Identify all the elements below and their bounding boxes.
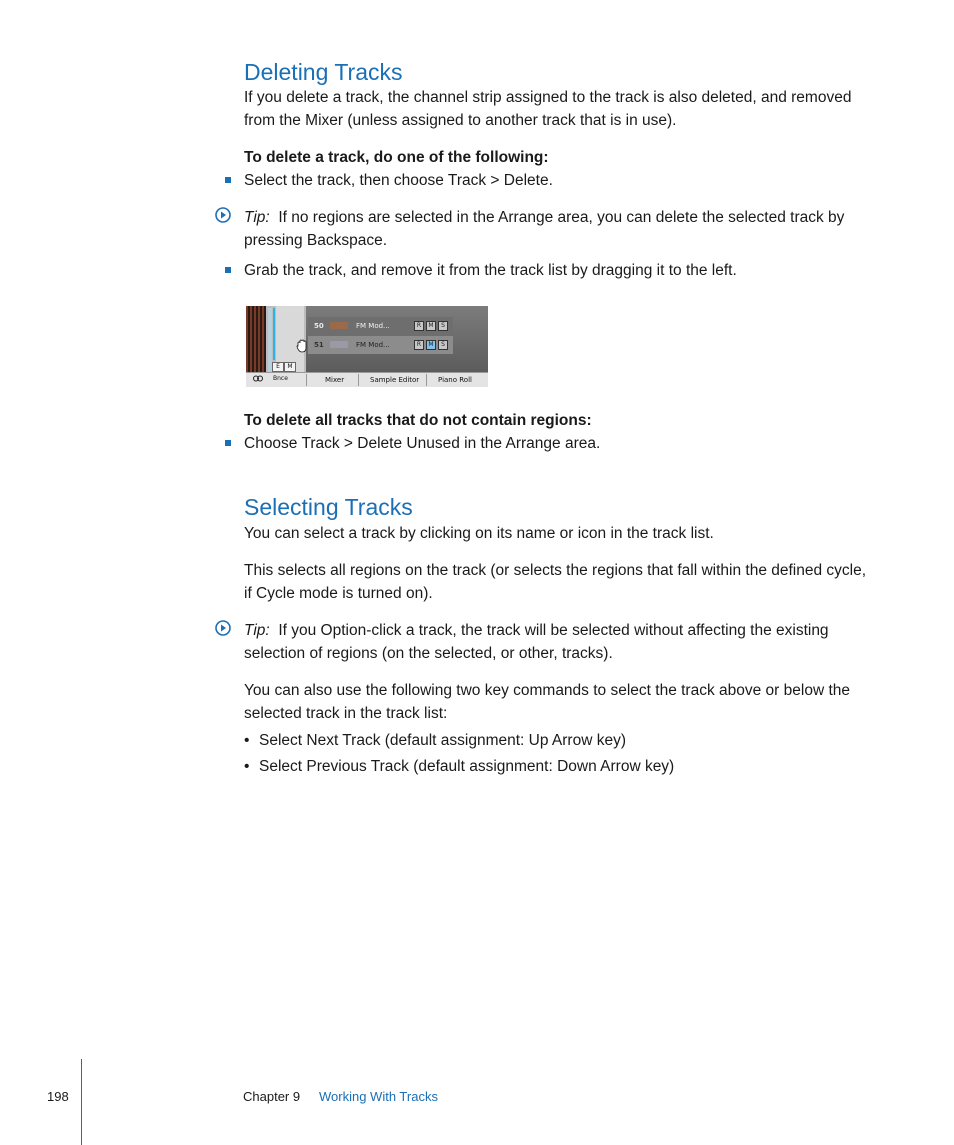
instrument-icon	[330, 322, 348, 329]
page-number: 198	[47, 1089, 69, 1104]
selecting-paragraph-2: This selects all regions on the track (or selects the regions that fall within the defined cycle, if Cycle mode is turned on).	[244, 562, 867, 602]
tip-text: If no regions are selected in the Arrange area, you can delete the selected track by pressing Backspace.	[244, 209, 845, 249]
track-row[interactable]	[308, 317, 453, 335]
tab-divider	[306, 374, 307, 386]
bullet-select-delete: Select the track, then choose Track > Delete.	[244, 172, 553, 189]
bullet-delete-unused: Choose Track > Delete Unused in the Arrange area.	[244, 435, 601, 452]
record-button[interactable]: R	[414, 321, 424, 331]
grab-hand-icon	[296, 339, 308, 353]
tip-label: Tip:	[244, 209, 270, 226]
mute-button[interactable]: M	[426, 321, 436, 331]
bullet-drag-left: Grab the track, and remove it from the track list by dragging it to the left.	[244, 262, 737, 279]
instrument-icon	[330, 341, 348, 348]
bullet-square-icon	[225, 177, 231, 183]
tab-divider	[426, 374, 427, 386]
list-item: Select Previous Track (default assignment: Down Arrow key)	[259, 758, 675, 775]
track-name: FM Mod...	[356, 341, 390, 349]
track-number: 50	[314, 322, 324, 330]
tip-arrow-icon	[215, 207, 231, 223]
link-icon	[252, 375, 264, 382]
edit-button[interactable]: E	[272, 362, 284, 372]
section-heading-selecting-tracks: Selecting Tracks	[244, 494, 413, 520]
task-heading-delete-track: To delete a track, do one of the following:	[244, 149, 549, 166]
selecting-paragraph-3: You can also use the following two key commands to select the track above or below the selected track in the track list:	[244, 682, 850, 722]
track-list-screenshot	[246, 306, 488, 387]
track-row[interactable]	[308, 336, 453, 354]
tab-divider	[358, 374, 359, 386]
bullet-square-icon	[225, 267, 231, 273]
tab-sample-editor[interactable]: Sample Editor	[370, 376, 420, 384]
tip-text: If you Option-click a track, the track will be selected without affecting the existing selection of regions (on the selected, or other, tracks).	[244, 622, 829, 662]
deleting-intro-paragraph: If you delete a track, the channel strip assigned to the track is also deleted, and removed from the Mixer (unless assigned to another track that is in use).	[244, 89, 852, 129]
level-meter-strip	[246, 306, 266, 376]
tab-mixer[interactable]: Mixer	[325, 376, 345, 384]
selecting-paragraph-1: You can select a track by clicking on its name or icon in the track list.	[244, 525, 714, 542]
mute-button[interactable]: M	[426, 340, 436, 350]
chapter-title-link[interactable]: Working With Tracks	[319, 1089, 438, 1104]
marker-button[interactable]: M	[284, 362, 296, 372]
footer-rule	[81, 1059, 82, 1145]
list-bullet-dot: •	[244, 732, 250, 749]
tip-label: Tip:	[244, 622, 270, 639]
track-number: 51	[314, 341, 324, 349]
bullet-square-icon	[225, 440, 231, 446]
tip-backspace	[244, 206, 874, 252]
chapter-label: Chapter 9	[243, 1089, 301, 1104]
section-heading-deleting-tracks: Deleting Tracks	[244, 59, 403, 85]
tip-arrow-icon	[215, 620, 231, 636]
bounce-label[interactable]: Bnce	[273, 375, 288, 382]
task-heading-delete-unused: To delete all tracks that do not contain regions:	[244, 412, 592, 429]
list-item: Select Next Track (default assignment: Up Arrow key)	[259, 732, 626, 749]
tab-piano-roll[interactable]: Piano Roll	[438, 376, 472, 384]
list-bullet-dot: •	[244, 758, 250, 775]
selection-indicator	[273, 308, 275, 360]
tip-option-click	[244, 619, 874, 665]
record-button[interactable]: R	[414, 340, 424, 350]
solo-button[interactable]: S	[438, 340, 448, 350]
track-name: FM Mod...	[356, 322, 390, 330]
solo-button[interactable]: S	[438, 321, 448, 331]
